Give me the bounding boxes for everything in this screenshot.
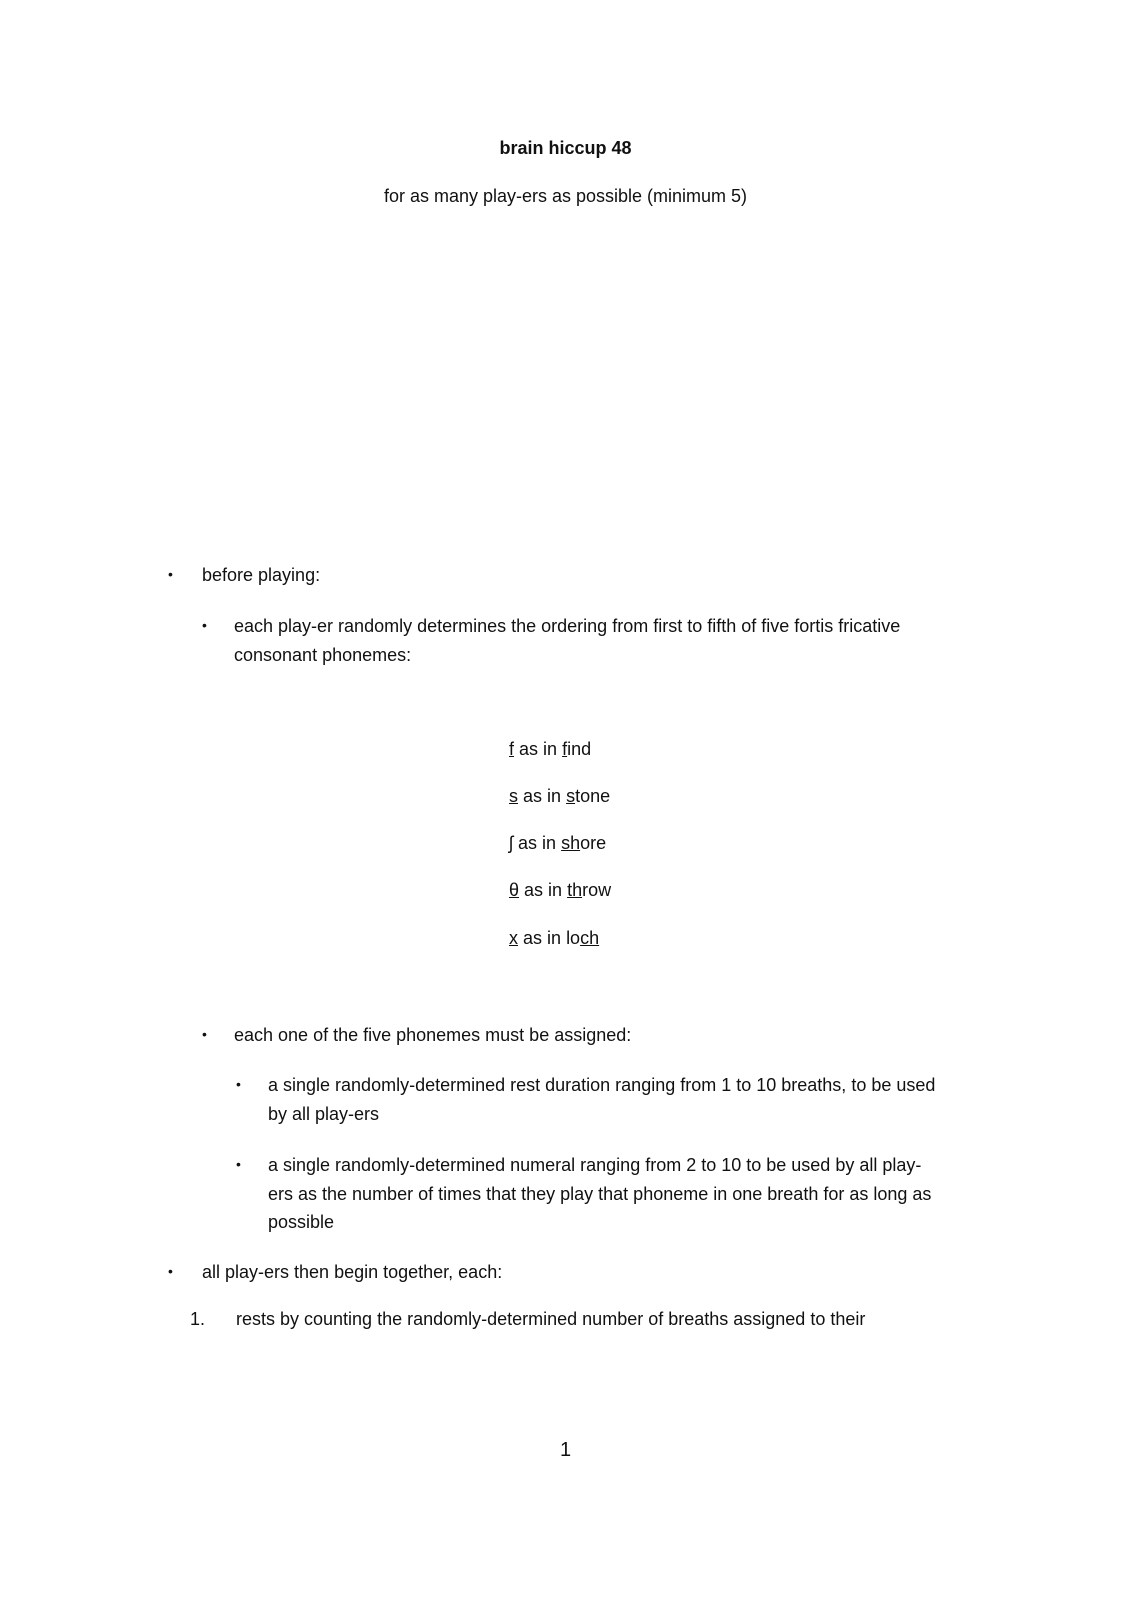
example-word: throw — [567, 880, 612, 900]
list-item-ordering-line1: each play-er randomly determines the ordering from first to fifth of five fortis fricative — [234, 616, 901, 636]
phoneme-symbol: s — [509, 786, 518, 806]
bullet-marker: • — [202, 617, 207, 633]
bullet-marker: • — [236, 1156, 241, 1172]
page-number: 1 — [559, 1439, 572, 1461]
phoneme-item — [509, 735, 591, 764]
bullet-marker: • — [202, 1026, 207, 1042]
phoneme-as-in: as in — [518, 833, 557, 853]
bullet-marker: • — [168, 1263, 173, 1279]
list-item-numeral-line2: ers as the number of times that they play that phoneme in one breath for as long as — [268, 1184, 932, 1204]
phoneme-symbol: ʃ — [509, 833, 513, 853]
list-item-rest-duration-line2: by all play-ers — [268, 1104, 380, 1124]
example-word: stone — [566, 786, 611, 806]
list-item-numeral-line3: possible — [268, 1212, 335, 1232]
document-subtitle: for as many play-ers as possible (minimum 5) — [383, 186, 748, 206]
list-item-numeral-line1: a single randomly-determined numeral ranging from 2 to 10 to be used by all play- — [268, 1155, 922, 1175]
example-word: find — [562, 739, 592, 759]
example-word: shore — [561, 833, 607, 853]
bullet-marker: • — [236, 1076, 241, 1092]
list-item-rest-duration-line1: a single randomly-determined rest duration ranging from 1 to 10 breaths, to be used — [268, 1075, 936, 1095]
phoneme-item — [509, 829, 606, 858]
list-item-assigned: each one of the five phonemes must be assigned: — [234, 1025, 632, 1045]
phoneme-symbol: f — [509, 739, 515, 759]
phoneme-as-in: as in — [523, 928, 562, 948]
phoneme-as-in: as in — [519, 739, 558, 759]
list-item-before-playing: before playing: — [202, 565, 321, 585]
document-title: brain hiccup 48 — [499, 138, 632, 158]
phoneme-symbol: θ — [509, 880, 520, 900]
phoneme-as-in: as in — [523, 786, 562, 806]
step-text: rests by counting the randomly-determined number of breaths assigned to their — [236, 1309, 866, 1329]
phoneme-symbol: x — [509, 928, 518, 948]
step-number: 1. — [190, 1309, 206, 1329]
bullet-marker: • — [168, 566, 173, 582]
phoneme-item — [509, 782, 610, 811]
phoneme-item — [509, 876, 611, 905]
example-word: loch — [566, 928, 600, 948]
list-item-begin-together: all play-ers then begin together, each: — [202, 1262, 503, 1282]
list-item-ordering-line2: consonant phonemes: — [234, 645, 412, 665]
phoneme-item — [509, 924, 599, 953]
phoneme-as-in: as in — [524, 880, 563, 900]
